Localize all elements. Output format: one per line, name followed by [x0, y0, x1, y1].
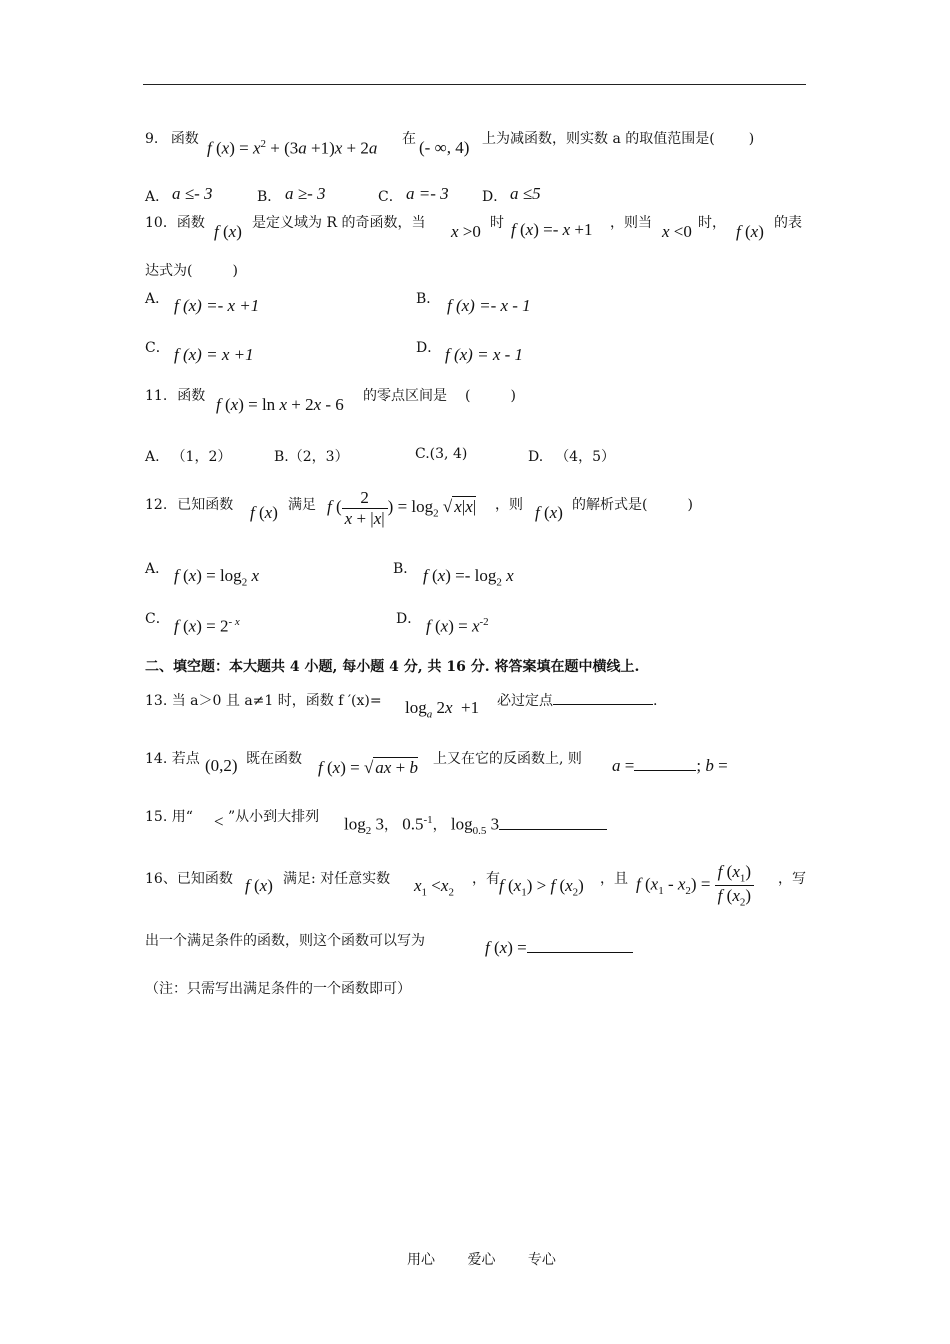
q16-note: （注：只需写出满足条件的一个函数即可） — [145, 981, 411, 997]
q15-items: $\log_2 3$， $0.5^{-1}$， $\log_{0.5} 3$ — [344, 814, 607, 837]
page-footer — [393, 1249, 570, 1269]
q9-option-a-expr: a ≤- 3 — [172, 184, 213, 203]
q11-option-d: D. （4，5） — [528, 449, 616, 465]
q16-answer: f (x) = — [485, 938, 633, 958]
q16-answer-blank[interactable] — [527, 951, 633, 953]
q10-text-4: ，则当 — [610, 215, 652, 231]
q16-text-1: 满足: 对任意实数 — [283, 871, 391, 887]
q12-fx-2: f (x) — [535, 503, 563, 522]
header-rule — [143, 84, 806, 85]
q16-equation: f $(x_1 - x_2)$ = $\frac{f (x_1)}{f (x_2)}$ — [636, 862, 754, 909]
q9-option-d-expr: a ≤5 — [510, 184, 541, 203]
q12-option-b-expr: f $(x) =- \log_2 x$ — [423, 566, 514, 589]
q16-fx: f (x) — [245, 876, 273, 895]
q9-line — [145, 128, 199, 148]
q10-text-6: 的表 — [774, 215, 802, 231]
q16-x-order: $x_1 <x_2$ — [414, 876, 454, 899]
q11-function: f (x) = ln x + 2x - 6 — [216, 395, 344, 414]
q10-option-d-expr: f (x) = x - 1 — [445, 345, 524, 364]
q9-text-post: 上为减函数，则实数 a 的取值范围是( ) — [482, 131, 755, 147]
footer-word-1: 用心 — [407, 1252, 435, 1268]
q12-option-a: A． — [145, 561, 170, 577]
q10-option-b: B． — [416, 291, 441, 307]
q11-option-a: A. （1，2） — [145, 449, 232, 465]
q16-text-4: ，写 — [778, 871, 806, 887]
q10-fx: f (x) — [214, 222, 242, 241]
q13-log-expr: $\log_a 2x +1$ — [405, 698, 480, 721]
q9-option-b: B． — [257, 189, 282, 205]
q12-option-b: B． — [393, 561, 418, 577]
q12-condition: f ( $\frac{2}{x + |x|}$ ) = $\log_2$ √ x|x| — [327, 488, 477, 528]
q13-text-post: 必过定点 . — [497, 693, 658, 709]
q9-option-a: A． — [145, 189, 170, 205]
q12-text-post: 的解析式是( ) — [572, 497, 693, 513]
q10-option-b-expr: f (x) =- x - 1 — [447, 296, 531, 315]
q16-text-2: ，有 — [472, 871, 500, 887]
q16-inequality: f $(x_1) > f$ $(x_2)$ — [499, 876, 584, 899]
section-heading: 二、填空题：本大题共 4 小题, 每小题 4 分, 共 16 分. 将答案填在题中横线上. — [145, 659, 640, 675]
q9-text-pre: 函数 — [170, 131, 199, 147]
q11-text-post: 的零点区间是 ( ) — [363, 388, 516, 404]
q10-option-c-expr: f (x) = x +1 — [174, 345, 254, 364]
q10-text-7: 达式为( ) — [145, 263, 238, 279]
q9-function: f $(x) = x^2 + (3a +1)x + 2a$ — [207, 138, 378, 158]
q9-text-mid: 在 — [402, 131, 416, 147]
q10-text-5: 时， — [698, 215, 726, 231]
q13-answer-blank[interactable] — [553, 703, 653, 705]
q10-option-c: C． — [145, 340, 170, 356]
q12-fx: f (x) — [250, 503, 278, 522]
q12-option-d-expr: f $(x) = x^{-2}$ — [426, 616, 489, 636]
q15-answer-blank[interactable] — [499, 828, 607, 830]
q10-option-a: A． — [145, 291, 170, 307]
q11-option-b: B.（2，3） — [274, 449, 349, 465]
footer-word-2: 爱心 — [467, 1252, 496, 1268]
q10-option-a-expr: f (x) =- x +1 — [174, 296, 260, 315]
q16-text-pre: 16、已知函数 — [145, 871, 233, 887]
q9-option-d: D． — [482, 189, 508, 205]
q14-text-mid1: 既在函数 — [246, 751, 302, 767]
q11-option-c: C.(3, 4) — [415, 446, 468, 462]
q14-point: (0,2) — [205, 756, 238, 775]
q14-answer: a = ; b = — [612, 756, 728, 775]
q10-text-2: 是定义域为 R 的奇函数，当 — [252, 215, 426, 231]
q15-text-pre: 15. 用“ — [145, 809, 193, 825]
q11-line: 11. 函数 — [145, 388, 206, 404]
footer-word-3: 专心 — [527, 1252, 556, 1268]
q9-option-b-expr: a ≥- 3 — [285, 184, 326, 203]
q12-option-d: D． — [396, 611, 422, 627]
q10-cond-negative: x <0 — [662, 222, 692, 241]
q15-text-mid: ”从小到大排列 — [228, 809, 320, 825]
q10-given: f (x) =- x +1 — [511, 220, 593, 239]
q10-option-d: D． — [416, 340, 442, 356]
q16-text-3: ，且 — [600, 871, 628, 887]
q12-text-comma: ，则 — [495, 497, 523, 513]
q13-text-pre: 13. 当 a＞0 且 a≠1 时，函数 f ′(x)= — [145, 693, 382, 709]
q10-text-3: 时 — [490, 215, 504, 231]
q9-option-c-expr: a =- 3 — [406, 184, 449, 203]
q9-number: 9. — [145, 131, 159, 147]
q14-function: f (x) = √ ax + b — [318, 758, 418, 777]
q14-answer-blank-a[interactable] — [634, 769, 696, 771]
q12-option-c-expr: f $(x) = 2^{- x}$ — [174, 616, 240, 636]
q14-text-mid2: 上又在它的反函数上, 则 — [433, 751, 582, 767]
q15-less-than: < — [214, 812, 224, 831]
q10-fx-2: f (x) — [736, 222, 764, 241]
q9-interval: (- ∞, 4) — [419, 138, 470, 157]
q9-option-c: C． — [378, 189, 403, 205]
q12-line: 12. 已知函数 — [145, 497, 234, 513]
q12-option-c: C． — [145, 611, 170, 627]
q14-text-pre: 14. 若点 — [145, 751, 200, 767]
q16-line2: 出一个满足条件的函数，则这个函数可以写为 — [145, 933, 425, 949]
q12-text-mid: 满足 — [288, 497, 316, 513]
q10-line: 10．函数 — [145, 215, 205, 231]
q12-option-a-expr: f $(x) = \log_2 x$ — [174, 566, 259, 589]
q10-cond-positive: x >0 — [451, 222, 481, 241]
